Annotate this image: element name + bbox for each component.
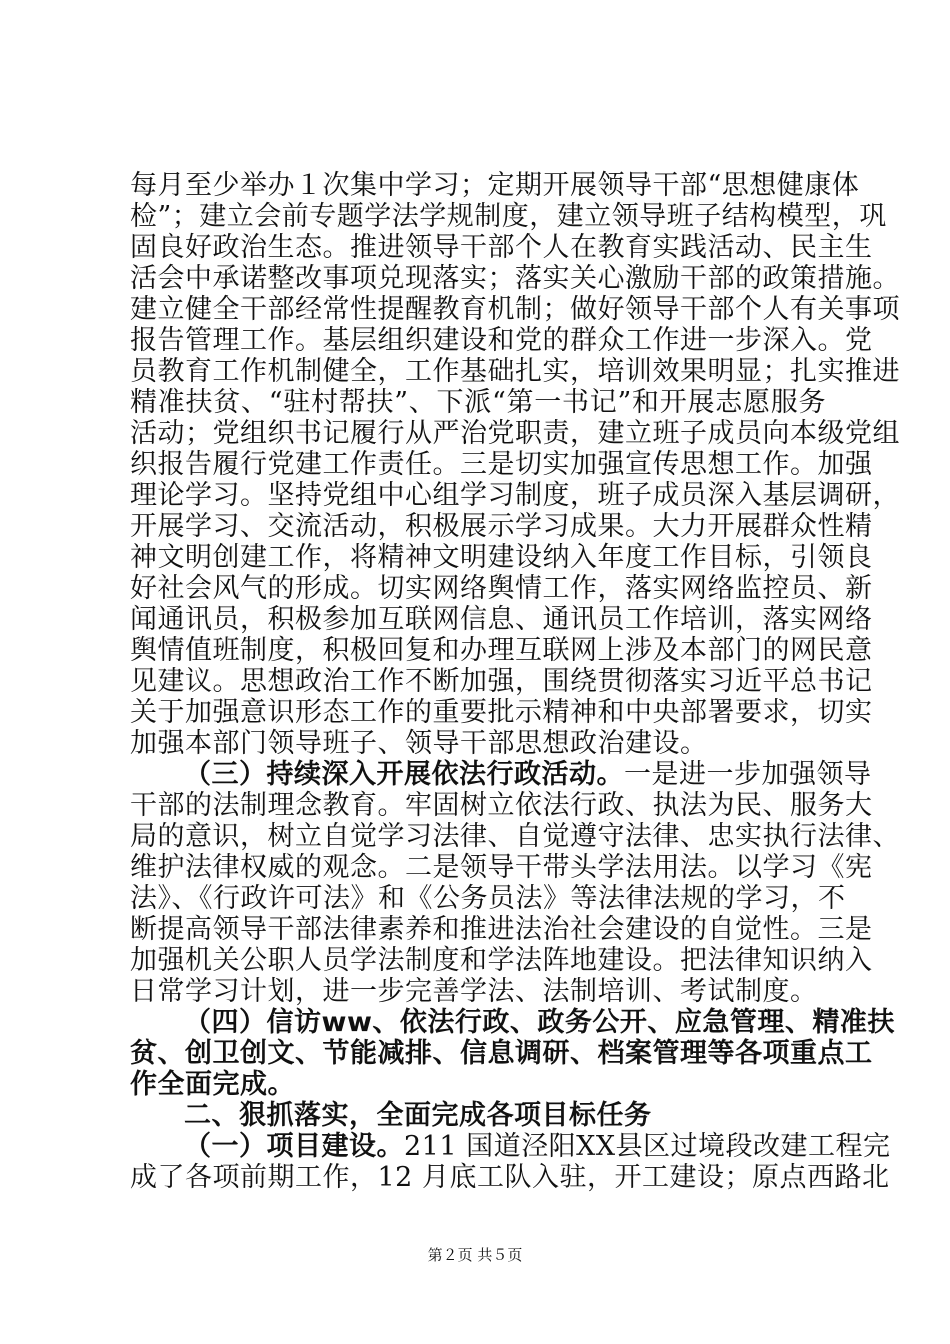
text-line: 舆情值班制度，积极回复和办理互联网上涉及本部门的网民意 <box>130 635 873 666</box>
text-line: 活动；党组织书记履行从严治党职责，建立班子成员向本级党组 <box>130 418 900 449</box>
text-line: 见建议。思想政治工作不断加强，围绕贯彻落实习近平总书记 <box>130 666 873 697</box>
text-line: 干部的法制理念教育。牢固树立依法行政、执法为民、服务大 <box>130 790 873 821</box>
text-line: 维护法律权威的观念。二是领导干带头学法用法。以学习《宪 <box>130 852 873 883</box>
text-line: 好社会风气的形成。切实网络舆情工作，落实网络监控员、新 <box>130 573 873 604</box>
text-line: 闻通讯员，积极参加互联网信息、通讯员工作培训，落实网络 <box>130 604 873 635</box>
paragraph-5-first-line <box>130 1131 891 1162</box>
text-line: 理论学习。坚持党组中心组学习制度，班子成员深入基层调研， <box>130 480 900 511</box>
text-line: 检”；建立会前专题学法学规制度，建立领导班子结构模型，巩 <box>130 201 887 232</box>
paragraph-4-line: 作全面完成。 <box>130 1069 295 1100</box>
text-line: 加强本部门领导班子、领导干部思想政治建设。 <box>130 728 708 759</box>
text-line: 局的意识，树立自觉学习法律、自觉遵守法律、忠实执行法律、 <box>130 821 900 852</box>
paragraph-5-heading: （一）项目建设。 <box>184 1131 404 1162</box>
text-line: 报告管理工作。基层组织建设和党的群众工作进一步深入。党 <box>130 325 873 356</box>
text-line: 每月至少举办１次集中学习；定期开展领导干部“思想健康体 <box>130 170 860 201</box>
section-2-heading: 二、狠抓落实，全面完成各项目标任务 <box>184 1100 652 1131</box>
text-line: 关于加强意识形态工作的重要批示精神和中央部署要求，切实 <box>130 697 873 728</box>
text-line: 神文明创建工作，将精神文明建设纳入年度工作目标，引领良 <box>130 542 873 573</box>
text-line: 成了各项前期工作，12 月底工队入驻，开工建设；原点西路北 <box>130 1162 890 1193</box>
page-number-footer: 第２页 共５页 <box>427 1246 523 1264</box>
document-body <box>130 170 900 1193</box>
text-line: 固良好政治生态。推进领导干部个人在教育实践活动、民主生 <box>130 232 873 263</box>
text-line: 断提高领导干部法律素养和推进法治社会建设的自觉性。三是 <box>130 914 873 945</box>
paragraph-4-line: （四）信访ww、依法行政、政务公开、应急管理、精准扶 <box>184 1007 895 1038</box>
text-line: 法》、《行政许可法》和《公务员法》等法律法规的学习，不 <box>130 883 846 914</box>
paragraph-4-line: 贫、创卫创文、节能减排、信息调研、档案管理等各项重点工 <box>130 1038 873 1069</box>
paragraph-3-first-line <box>130 759 872 790</box>
text-line: 开展学习、交流活动，积极展示学习成果。大力开展群众性精 <box>130 511 873 542</box>
paragraph-5-lead-text: 211 国道泾阳XX县区过境段改建工程完 <box>404 1131 891 1162</box>
paragraph-3-heading: （三）持续深入开展依法行政活动。 <box>184 759 624 790</box>
text-line: 建立健全干部经常性提醒教育机制；做好领导干部个人有关事项 <box>130 294 900 325</box>
text-line: 日常学习计划，进一步完善学法、法制培训、考试制度。 <box>130 976 818 1007</box>
text-line: 织报告履行党建工作责任。三是切实加强宣传思想工作。加强 <box>130 449 873 480</box>
paragraph-3-lead-text: 一是进一步加强领导 <box>624 759 872 790</box>
text-line: 精准扶贫、“驻村帮扶”、下派“第一书记”和开展志愿服务 <box>130 387 826 418</box>
text-line: 员教育工作机制健全，工作基础扎实，培训效果明显；扎实推进 <box>130 356 900 387</box>
text-line: 加强机关公职人员学法制度和学法阵地建设。把法律知识纳入 <box>130 945 873 976</box>
text-line: 活会中承诺整改事项兑现落实；落实关心激励干部的政策措施。 <box>130 263 900 294</box>
